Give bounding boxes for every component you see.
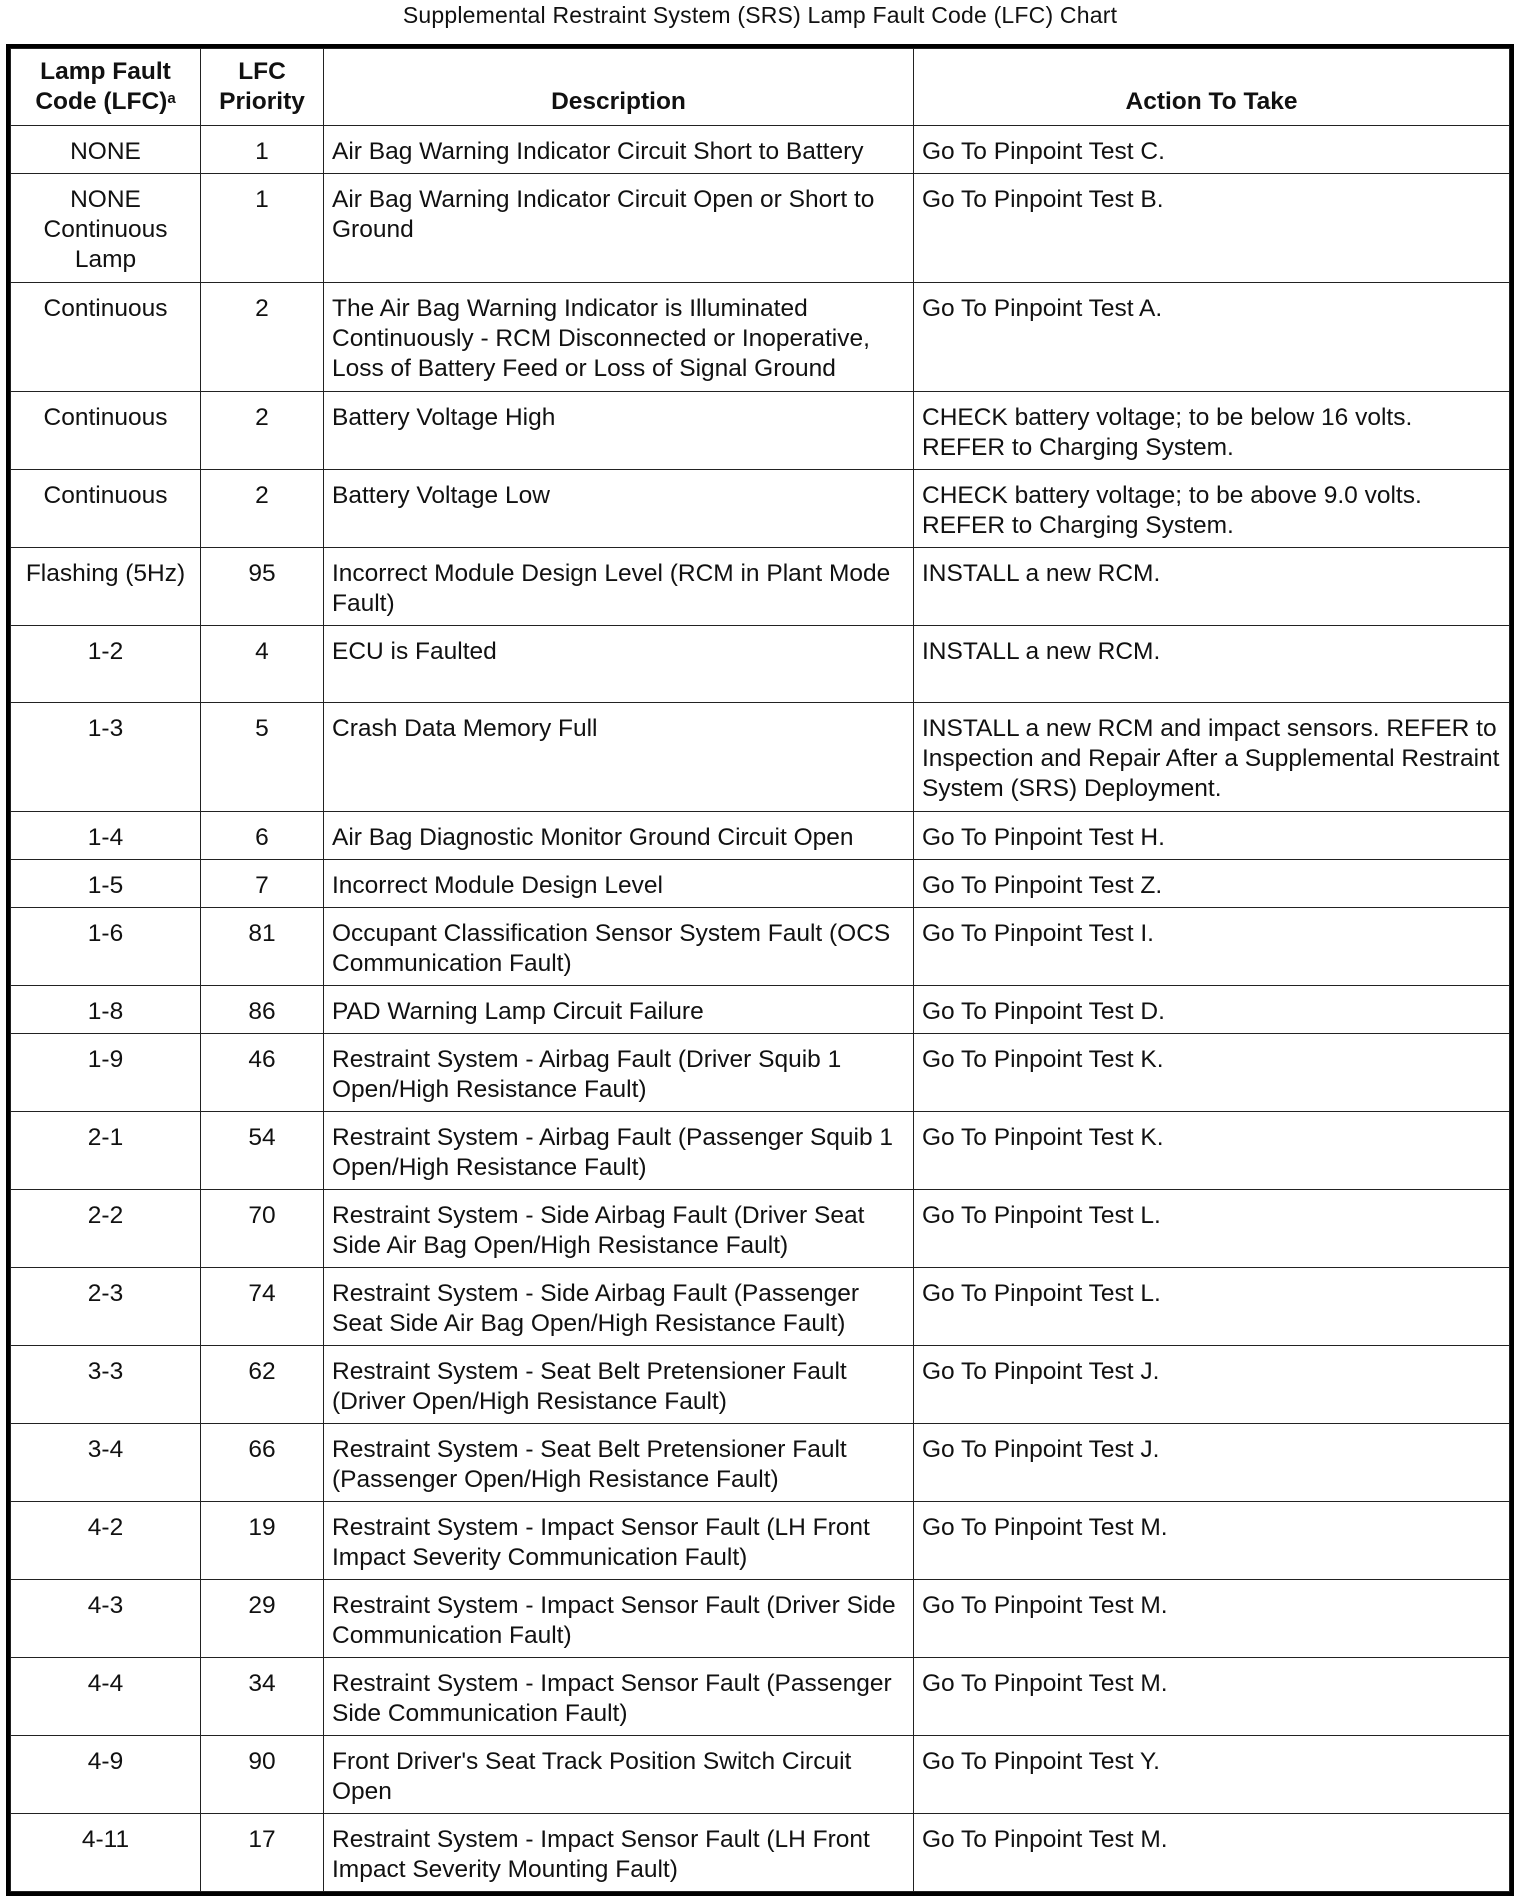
table-body (11, 126, 1510, 1892)
lfc-code-cell: Continuous (11, 392, 201, 470)
priority-cell: 1 (201, 174, 324, 283)
lfc-code-cell: Continuous (11, 283, 201, 392)
lfc-code-cell: 3-3 (11, 1346, 201, 1424)
table-row (11, 703, 1510, 812)
action-cell: Go To Pinpoint Test M. (914, 1502, 1510, 1580)
action-cell: Go To Pinpoint Test K. (914, 1112, 1510, 1190)
lfc-code-cell: 4-2 (11, 1502, 201, 1580)
lfc-code-cell: 1-9 (11, 1034, 201, 1112)
lfc-code-cell: Continuous (11, 470, 201, 548)
priority-cell: 4 (201, 626, 324, 703)
description-cell: Air Bag Warning Indicator Circuit Short to Battery (324, 126, 914, 174)
table-row (11, 626, 1510, 703)
lfc-table-container (6, 44, 1514, 1896)
lfc-code-cell: 4-11 (11, 1814, 201, 1892)
description-cell: Restraint System - Impact Sensor Fault (Passenger Side Communication Fault) (324, 1658, 914, 1736)
table-row (11, 812, 1510, 860)
lfc-code-cell: Flashing (5Hz) (11, 548, 201, 626)
action-cell: Go To Pinpoint Test Y. (914, 1736, 1510, 1814)
action-cell: Go To Pinpoint Test K. (914, 1034, 1510, 1112)
lfc-code-cell: 1-8 (11, 986, 201, 1034)
action-cell: Go To Pinpoint Test C. (914, 126, 1510, 174)
lfc-code-cell: NONE (11, 126, 201, 174)
action-cell: Go To Pinpoint Test B. (914, 174, 1510, 283)
priority-cell: 2 (201, 470, 324, 548)
description-cell: Restraint System - Impact Sensor Fault (LH Front Impact Severity Mounting Fault) (324, 1814, 914, 1892)
description-cell: Restraint System - Airbag Fault (Passenger Squib 1 Open/High Resistance Fault) (324, 1112, 914, 1190)
priority-cell: 6 (201, 812, 324, 860)
lfc-table (10, 48, 1510, 1892)
description-cell: Restraint System - Impact Sensor Fault (LH Front Impact Severity Communication Fault) (324, 1502, 914, 1580)
page-title: Supplemental Restraint System (SRS) Lamp Fault Code (LFC) Chart (402, 2, 1118, 28)
lfc-code-cell: 4-9 (11, 1736, 201, 1814)
table-row (11, 1736, 1510, 1814)
table-row (11, 283, 1510, 392)
description-cell: Incorrect Module Design Level (RCM in Plant Mode Fault) (324, 548, 914, 626)
action-cell: Go To Pinpoint Test J. (914, 1346, 1510, 1424)
description-cell: The Air Bag Warning Indicator is Illuminated Continuously - RCM Disconnected or Inoperative, Loss of Battery Feed or Loss of Signal Ground (324, 283, 914, 392)
lfc-code-cell: 1-4 (11, 812, 201, 860)
table-row (11, 986, 1510, 1034)
action-cell: Go To Pinpoint Test M. (914, 1814, 1510, 1892)
lfc-code-cell: 4-4 (11, 1658, 201, 1736)
action-cell: CHECK battery voltage; to be above 9.0 volts. REFER to Charging System. (914, 470, 1510, 548)
priority-cell: 46 (201, 1034, 324, 1112)
priority-cell: 2 (201, 283, 324, 392)
lfc-code-cell: 2-2 (11, 1190, 201, 1268)
description-cell: Air Bag Warning Indicator Circuit Open or Short to Ground (324, 174, 914, 283)
header-action: Action To Take (914, 49, 1510, 126)
priority-cell: 62 (201, 1346, 324, 1424)
action-cell: Go To Pinpoint Test H. (914, 812, 1510, 860)
description-cell: Battery Voltage Low (324, 470, 914, 548)
action-cell: INSTALL a new RCM. (914, 548, 1510, 626)
table-row (11, 908, 1510, 986)
description-cell: Crash Data Memory Full (324, 703, 914, 812)
table-row (11, 1190, 1510, 1268)
description-cell: ECU is Faulted (324, 626, 914, 703)
table-row (11, 1346, 1510, 1424)
description-cell: Restraint System - Seat Belt Pretensioner Fault (Passenger Open/High Resistance Fault) (324, 1424, 914, 1502)
action-cell: Go To Pinpoint Test Z. (914, 860, 1510, 908)
lfc-code-cell: 2-1 (11, 1112, 201, 1190)
priority-cell: 86 (201, 986, 324, 1034)
table-header (11, 49, 1510, 126)
description-cell: Restraint System - Side Airbag Fault (Driver Seat Side Air Bag Open/High Resistance Fault) (324, 1190, 914, 1268)
action-cell: Go To Pinpoint Test I. (914, 908, 1510, 986)
action-cell: Go To Pinpoint Test J. (914, 1424, 1510, 1502)
header-priority: LFC Priority (201, 49, 324, 126)
lfc-code-cell: NONE Continuous Lamp (11, 174, 201, 283)
table-row (11, 1580, 1510, 1658)
priority-cell: 34 (201, 1658, 324, 1736)
description-cell: Restraint System - Seat Belt Pretensioner Fault (Driver Open/High Resistance Fault) (324, 1346, 914, 1424)
lfc-code-cell: 1-5 (11, 860, 201, 908)
description-cell: Occupant Classification Sensor System Fault (OCS Communication Fault) (324, 908, 914, 986)
priority-cell: 17 (201, 1814, 324, 1892)
lfc-code-cell: 2-3 (11, 1268, 201, 1346)
priority-cell: 19 (201, 1502, 324, 1580)
table-row (11, 1034, 1510, 1112)
description-cell: Air Bag Diagnostic Monitor Ground Circuit Open (324, 812, 914, 860)
priority-cell: 1 (201, 126, 324, 174)
description-cell: PAD Warning Lamp Circuit Failure (324, 986, 914, 1034)
priority-cell: 29 (201, 1580, 324, 1658)
action-cell: Go To Pinpoint Test M. (914, 1658, 1510, 1736)
lfc-code-cell: 1-6 (11, 908, 201, 986)
table-row (11, 126, 1510, 174)
action-cell: INSTALL a new RCM. (914, 626, 1510, 703)
action-cell: Go To Pinpoint Test D. (914, 986, 1510, 1034)
table-row (11, 1424, 1510, 1502)
action-cell: INSTALL a new RCM and impact sensors. REFER to Inspection and Repair After a Supplemental Restraint System (SRS) Deployment. (914, 703, 1510, 812)
description-cell: Restraint System - Side Airbag Fault (Passenger Seat Side Air Bag Open/High Resistance Fault) (324, 1268, 914, 1346)
header-lfc-footnote-mark: a (167, 90, 176, 107)
priority-cell: 74 (201, 1268, 324, 1346)
priority-cell: 70 (201, 1190, 324, 1268)
action-cell: Go To Pinpoint Test A. (914, 283, 1510, 392)
priority-cell: 54 (201, 1112, 324, 1190)
priority-cell: 5 (201, 703, 324, 812)
table-row (11, 1658, 1510, 1736)
description-cell: Restraint System - Airbag Fault (Driver Squib 1 Open/High Resistance Fault) (324, 1034, 914, 1112)
lfc-code-cell: 4-3 (11, 1580, 201, 1658)
priority-cell: 95 (201, 548, 324, 626)
table-row (11, 1112, 1510, 1190)
header-lfc (11, 49, 201, 126)
action-cell: CHECK battery voltage; to be below 16 volts. REFER to Charging System. (914, 392, 1510, 470)
priority-cell: 7 (201, 860, 324, 908)
table-row (11, 1814, 1510, 1892)
lfc-code-cell: 3-4 (11, 1424, 201, 1502)
table-row (11, 860, 1510, 908)
table-row (11, 1268, 1510, 1346)
table-row (11, 548, 1510, 626)
priority-cell: 90 (201, 1736, 324, 1814)
description-cell: Restraint System - Impact Sensor Fault (Driver Side Communication Fault) (324, 1580, 914, 1658)
action-cell: Go To Pinpoint Test M. (914, 1580, 1510, 1658)
header-lfc-label: Lamp Fault Code (LFC) (35, 58, 171, 115)
description-cell: Front Driver's Seat Track Position Switch Circuit Open (324, 1736, 914, 1814)
action-cell: Go To Pinpoint Test L. (914, 1190, 1510, 1268)
priority-cell: 66 (201, 1424, 324, 1502)
action-cell: Go To Pinpoint Test L. (914, 1268, 1510, 1346)
header-row (11, 49, 1510, 126)
priority-cell: 2 (201, 392, 324, 470)
priority-cell: 81 (201, 908, 324, 986)
table-row (11, 392, 1510, 470)
lfc-code-cell: 1-3 (11, 703, 201, 812)
description-cell: Incorrect Module Design Level (324, 860, 914, 908)
header-description: Description (324, 49, 914, 126)
lfc-code-cell: 1-2 (11, 626, 201, 703)
description-cell: Battery Voltage High (324, 392, 914, 470)
table-row (11, 470, 1510, 548)
table-row (11, 1502, 1510, 1580)
table-row (11, 174, 1510, 283)
